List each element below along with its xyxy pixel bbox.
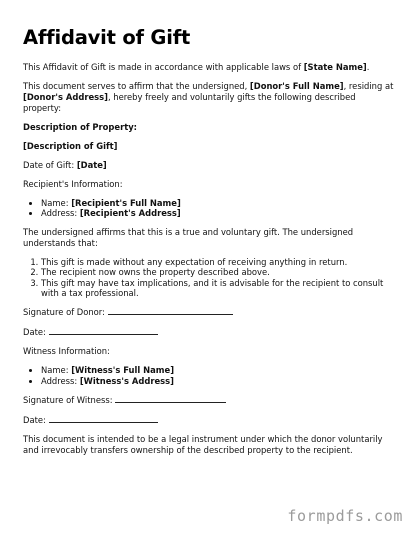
list-item bbox=[41, 198, 395, 208]
witness-date-line bbox=[23, 414, 395, 426]
intro-paragraph bbox=[23, 62, 395, 73]
recipient-heading: Recipient's Information: bbox=[23, 179, 123, 189]
witness-address-placeholder: [Witness's Address] bbox=[79, 375, 174, 386]
donor-date-line bbox=[23, 326, 395, 338]
purpose-text-3: , hereby freely and voluntarily gifts the following described property: bbox=[23, 92, 356, 113]
list-item: 3. This gift may have tax implications, and it is advisable for the recipient to consult with a tax professional. bbox=[41, 278, 395, 299]
recipient-address-placeholder: [Recipient's Address] bbox=[79, 208, 181, 219]
recipient-list bbox=[23, 198, 395, 219]
gift-date-placeholder: [Date] bbox=[76, 160, 107, 170]
witness-signature-field[interactable] bbox=[115, 394, 226, 403]
list-item: 1. This gift is made without any expectation of receiving anything in return. bbox=[41, 257, 395, 267]
donor-signature-line bbox=[23, 306, 395, 318]
affirmation-list bbox=[23, 257, 395, 299]
document-page bbox=[23, 26, 395, 464]
recipient-address-label: Address: bbox=[41, 208, 80, 219]
intro-text: This Affidavit of Gift is made in accordance with applicable laws of bbox=[23, 62, 304, 72]
purpose-paragraph bbox=[23, 81, 395, 114]
list-item bbox=[41, 365, 395, 375]
closing-paragraph: This document is intended to be a legal instrument under which the donor voluntarily and irrevocably transfers ownership of the described property to the recipient. bbox=[23, 434, 383, 456]
witness-date-label: Date: bbox=[23, 415, 49, 426]
witness-list bbox=[23, 365, 395, 386]
purpose-text-2: , residing at bbox=[343, 81, 394, 91]
donor-date-field[interactable] bbox=[49, 326, 158, 335]
recipient-name-placeholder: [Recipient's Full Name] bbox=[71, 198, 181, 208]
intro-text-end: . bbox=[366, 62, 370, 72]
witness-name-placeholder: [Witness's Full Name] bbox=[71, 365, 175, 376]
witness-date-field[interactable] bbox=[49, 414, 158, 423]
donor-signature-field[interactable] bbox=[108, 306, 233, 315]
witness-name-label: Name: bbox=[41, 365, 72, 376]
property-description-placeholder: [Description of Gift] bbox=[23, 141, 118, 151]
affirmation-paragraph: The undersigned affirms that this is a true and voluntary gift. The undersigned understands that: bbox=[23, 226, 354, 248]
donor-name-placeholder: [Donor's Full Name] bbox=[249, 81, 344, 91]
document-title: Affidavit of Gift bbox=[23, 26, 191, 49]
witness-heading: Witness Information: bbox=[23, 346, 110, 357]
gift-date-line bbox=[23, 160, 395, 171]
list-item bbox=[41, 376, 395, 386]
witness-signature-label: Signature of Witness: bbox=[23, 395, 116, 406]
list-item bbox=[41, 208, 395, 218]
witness-signature-line bbox=[23, 394, 395, 406]
purpose-text-1: This document serves to affirm that the undersigned, bbox=[23, 81, 250, 91]
donor-signature-label: Signature of Donor: bbox=[23, 307, 108, 318]
list-item: 2. The recipient now owns the property described above. bbox=[41, 267, 395, 277]
donor-address-placeholder: [Donor's Address] bbox=[23, 92, 108, 102]
property-heading: Description of Property: bbox=[23, 122, 138, 132]
witness-address-label: Address: bbox=[41, 375, 80, 386]
watermark: formpdfs.com bbox=[287, 507, 403, 525]
recipient-name-label: Name: bbox=[41, 198, 72, 208]
gift-date-label: Date of Gift: bbox=[23, 160, 77, 170]
state-placeholder: [State Name] bbox=[303, 62, 367, 72]
donor-date-label: Date: bbox=[23, 327, 49, 338]
